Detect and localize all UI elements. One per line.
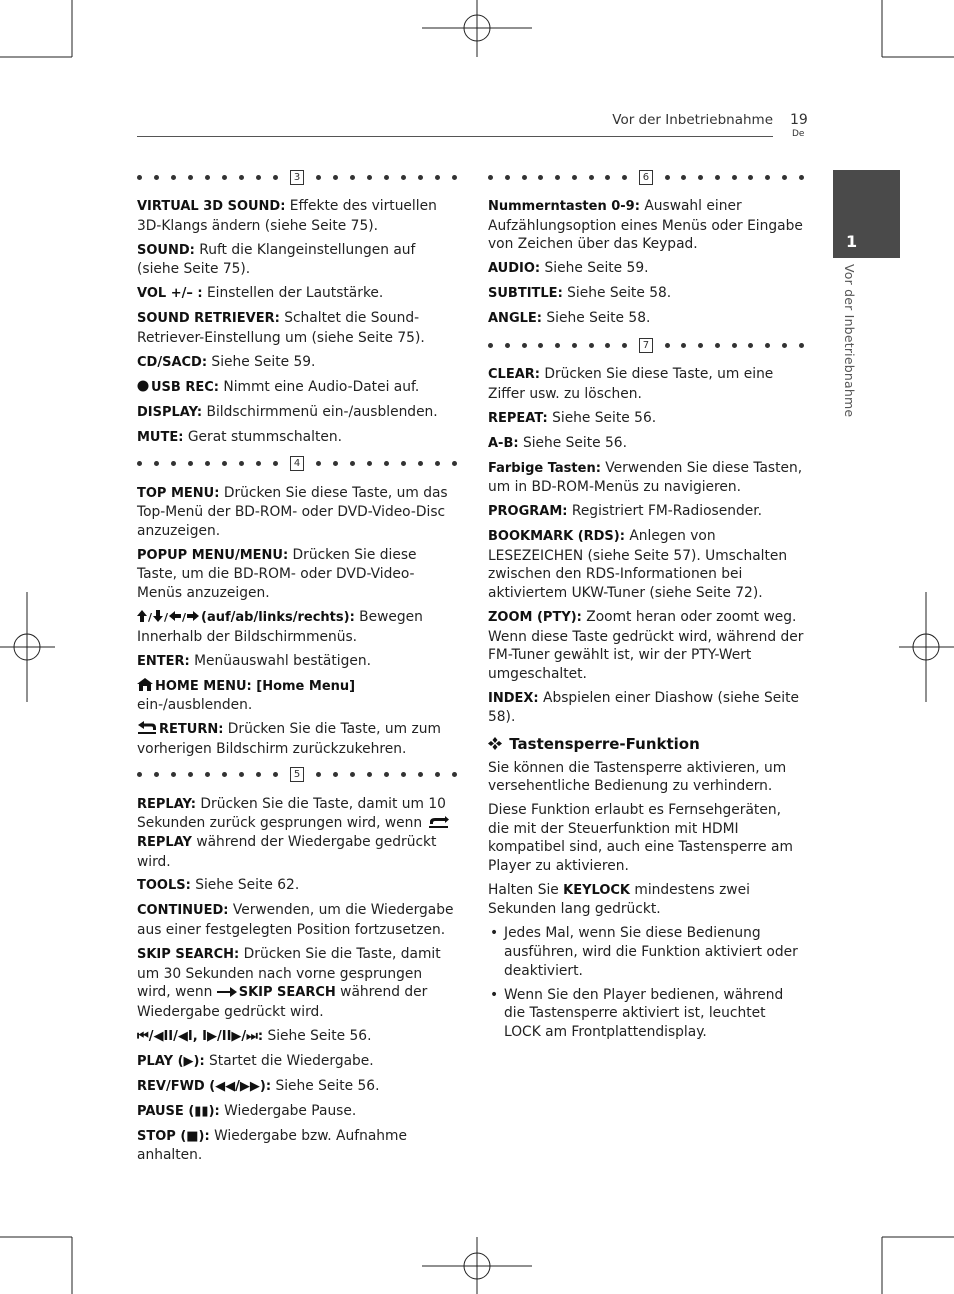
entry-zoom: ZOOM (PTY): Zoomt heran oder zoomt weg. Wenn diese Taste gedrückt wird, während der FM-Tuner gewählt ist, wir der PTY-Wert umgeschaltet. xyxy=(488,609,804,682)
entry-subtitle: SUBTITLE: Siehe Seite 58. xyxy=(488,285,672,302)
section-number: 4 xyxy=(290,456,304,471)
keylock-bullet-1: • Jedes Mal, wenn Sie diese Bedienung ausführen, wird die Funktion aktiviert oder deaktiviert. xyxy=(488,924,804,980)
entry-tools: TOOLS: Siehe Seite 62. xyxy=(137,877,300,894)
entry-virtual-3d-sound: VIRTUAL 3D SOUND: Effekte des virtuellen 3D-Klangs ändern (siehe Seite 75). xyxy=(137,198,437,234)
entry-program: PROGRAM: Registriert FM-Radiosender. xyxy=(488,503,763,520)
entry-play: PLAY (▶): Startet die Wiedergabe. xyxy=(137,1052,374,1069)
entry-pause: PAUSE (▮▮): Wiedergabe Pause. xyxy=(137,1102,357,1119)
entry-a-b: A-B: Siehe Seite 56. xyxy=(488,434,627,451)
entry-bookmark: BOOKMARK (RDS): Anlegen von LESEZEICHEN (siehe Seite 57). Umschalten zwischen den RDS-Informationen bei aktiviertem UKW-Tuner (siehe Seite 72). xyxy=(488,528,788,602)
entry-skip-search: SKIP SEARCH: Drücken Sie die Taste, damit um 30 Sekunden nach vorne gesprungen wird, wenn SKIP SEARCH während der Wiedergabe gedrückt wird. xyxy=(137,946,441,1020)
section-number: 5 xyxy=(290,767,304,782)
header-title: Vor der Inbetriebnahme xyxy=(612,112,773,128)
page-language: De xyxy=(792,129,805,139)
section-divider-7 xyxy=(488,334,804,356)
left-column xyxy=(137,166,457,1170)
svg-text:/: / xyxy=(182,611,187,622)
keylock-heading: Tastensperre-Funktion xyxy=(488,735,804,754)
entry-usb-rec: USB REC: Nimmt eine Audio-Datei auf. xyxy=(137,378,457,398)
keylock-paragraph-1: Sie können die Tastensperre aktivieren, um versehentliche Bedienung zu verhindern. xyxy=(488,759,787,795)
page-number: 19 xyxy=(790,112,808,128)
entry-skip-step: ⏮/◀II/◀I, I▶/II▶/⏭: Siehe Seite 56. xyxy=(137,1027,372,1044)
chapter-side-label: Vor der Inbetriebnahme xyxy=(842,264,857,418)
entry-return: RETURN: Drücken Sie die Taste, um zum vorherigen Bildschirm zurückzukehren. xyxy=(137,721,441,757)
section-number: 7 xyxy=(639,338,653,353)
section-divider-6 xyxy=(488,166,804,188)
page-header xyxy=(137,112,773,137)
section-number: 6 xyxy=(639,170,653,185)
keylock-paragraph-3: Halten Sie KEYLOCK mindestens zwei Sekunden lang gedrückt. xyxy=(488,881,750,918)
entry-audio: AUDIO: Siehe Seite 59. xyxy=(488,260,649,277)
keylock-bullet-2: • Wenn Sie den Player bedienen, während die Tastensperre aktiviert ist, leuchtet LOCK am Frontplattendisplay. xyxy=(488,986,804,1042)
return-icon xyxy=(137,721,157,734)
entry-rev-fwd: REV/FWD (◀◀/▶▶): Siehe Seite 56. xyxy=(137,1077,380,1094)
entry-top-menu: TOP MENU: Drücken Sie diese Taste, um das Top-Menü der BD-ROM- oder DVD-Video-Disc anzuzeigen. xyxy=(137,484,448,539)
keylock-paragraph-2: Diese Funktion erlaubt es Fernsehgeräten, die mit der Steuerfunktion mit HDMI kompatibel sind, auch eine Tastensperre am Player zu aktivieren. xyxy=(488,802,793,874)
skip-search-icon xyxy=(217,987,237,997)
entry-index: INDEX: Abspielen einer Diashow (siehe Seite 58). xyxy=(488,689,799,726)
entry-number-keys: Nummerntasten 0-9: Auswahl einer Aufzählungsoption eines Menüs oder Eingabe von Zeichen über das Keypad. xyxy=(488,198,803,253)
entry-clear: CLEAR: Drücken Sie diese Taste, um eine Ziffer usw. zu löschen. xyxy=(488,366,774,402)
entry-repeat: REPEAT: Siehe Seite 56. xyxy=(488,409,657,426)
entry-vol: VOL +/– : Einstellen der Lautstärke. xyxy=(137,285,384,302)
entry-popup-menu: POPUP MENU/MENU: Drücken Sie diese Taste, um die BD-ROM- oder DVD-Video-Menüs anzuzeigen. xyxy=(137,546,417,602)
entry-color-keys: Farbige Tasten: Verwenden Sie diese Tasten, um in BD-ROM-Menüs zu navigieren. xyxy=(488,459,803,496)
chapter-tab xyxy=(833,170,900,258)
home-icon xyxy=(137,678,153,691)
entry-sound-retriever: SOUND RETRIEVER: Schaltet die Sound-Retriever-Einstellung um (siehe Seite 75). xyxy=(137,310,425,346)
entry-continued: CONTINUED: Verwenden, um die Wiedergabe aus einer festgelegten Position fortzusetzen. xyxy=(137,902,454,939)
svg-text:/: / xyxy=(164,611,169,622)
section-divider-3 xyxy=(137,166,457,188)
right-column xyxy=(488,166,804,1047)
section-divider-4 xyxy=(137,453,457,475)
entry-home-menu: HOME MENU: [Home Menu] ein-/ausblenden. xyxy=(137,678,356,714)
entry-enter: ENTER: Menüauswahl bestätigen. xyxy=(137,652,371,669)
section-number: 3 xyxy=(290,170,304,185)
record-dot-icon xyxy=(137,380,149,392)
entry-angle: ANGLE: Siehe Seite 58. xyxy=(488,310,651,327)
entry-mute: MUTE: Gerat stummschalten. xyxy=(137,428,342,445)
diamond-bullet-icon xyxy=(488,737,502,750)
entry-display: DISPLAY: Bildschirmmenü ein-/ausblenden. xyxy=(137,403,438,420)
section-divider-5 xyxy=(137,764,457,786)
chapter-number: 1 xyxy=(846,232,858,251)
svg-text:/: / xyxy=(148,611,153,622)
entry-replay: REPLAY: Drücken Sie die Taste, damit um 10 Sekunden zurück gesprungen wird, wenn REPLAY während der Wiedergabe gedrückt wird. xyxy=(137,795,457,871)
entry-sound: SOUND: Ruft die Klangeinstellungen auf (siehe Seite 75). xyxy=(137,241,416,278)
entry-arrows: / / / (auf/ab/links/rechts): Bewegen Innerhalb der Bildschirmmenüs. xyxy=(137,609,423,645)
direction-arrows-icon xyxy=(137,610,199,622)
entry-stop: STOP (■): Wiedergabe bzw. Aufnahme anhalten. xyxy=(137,1127,407,1164)
replay-icon xyxy=(427,816,449,828)
entry-cd-sacd: CD/SACD: Siehe Seite 59. xyxy=(137,353,316,370)
